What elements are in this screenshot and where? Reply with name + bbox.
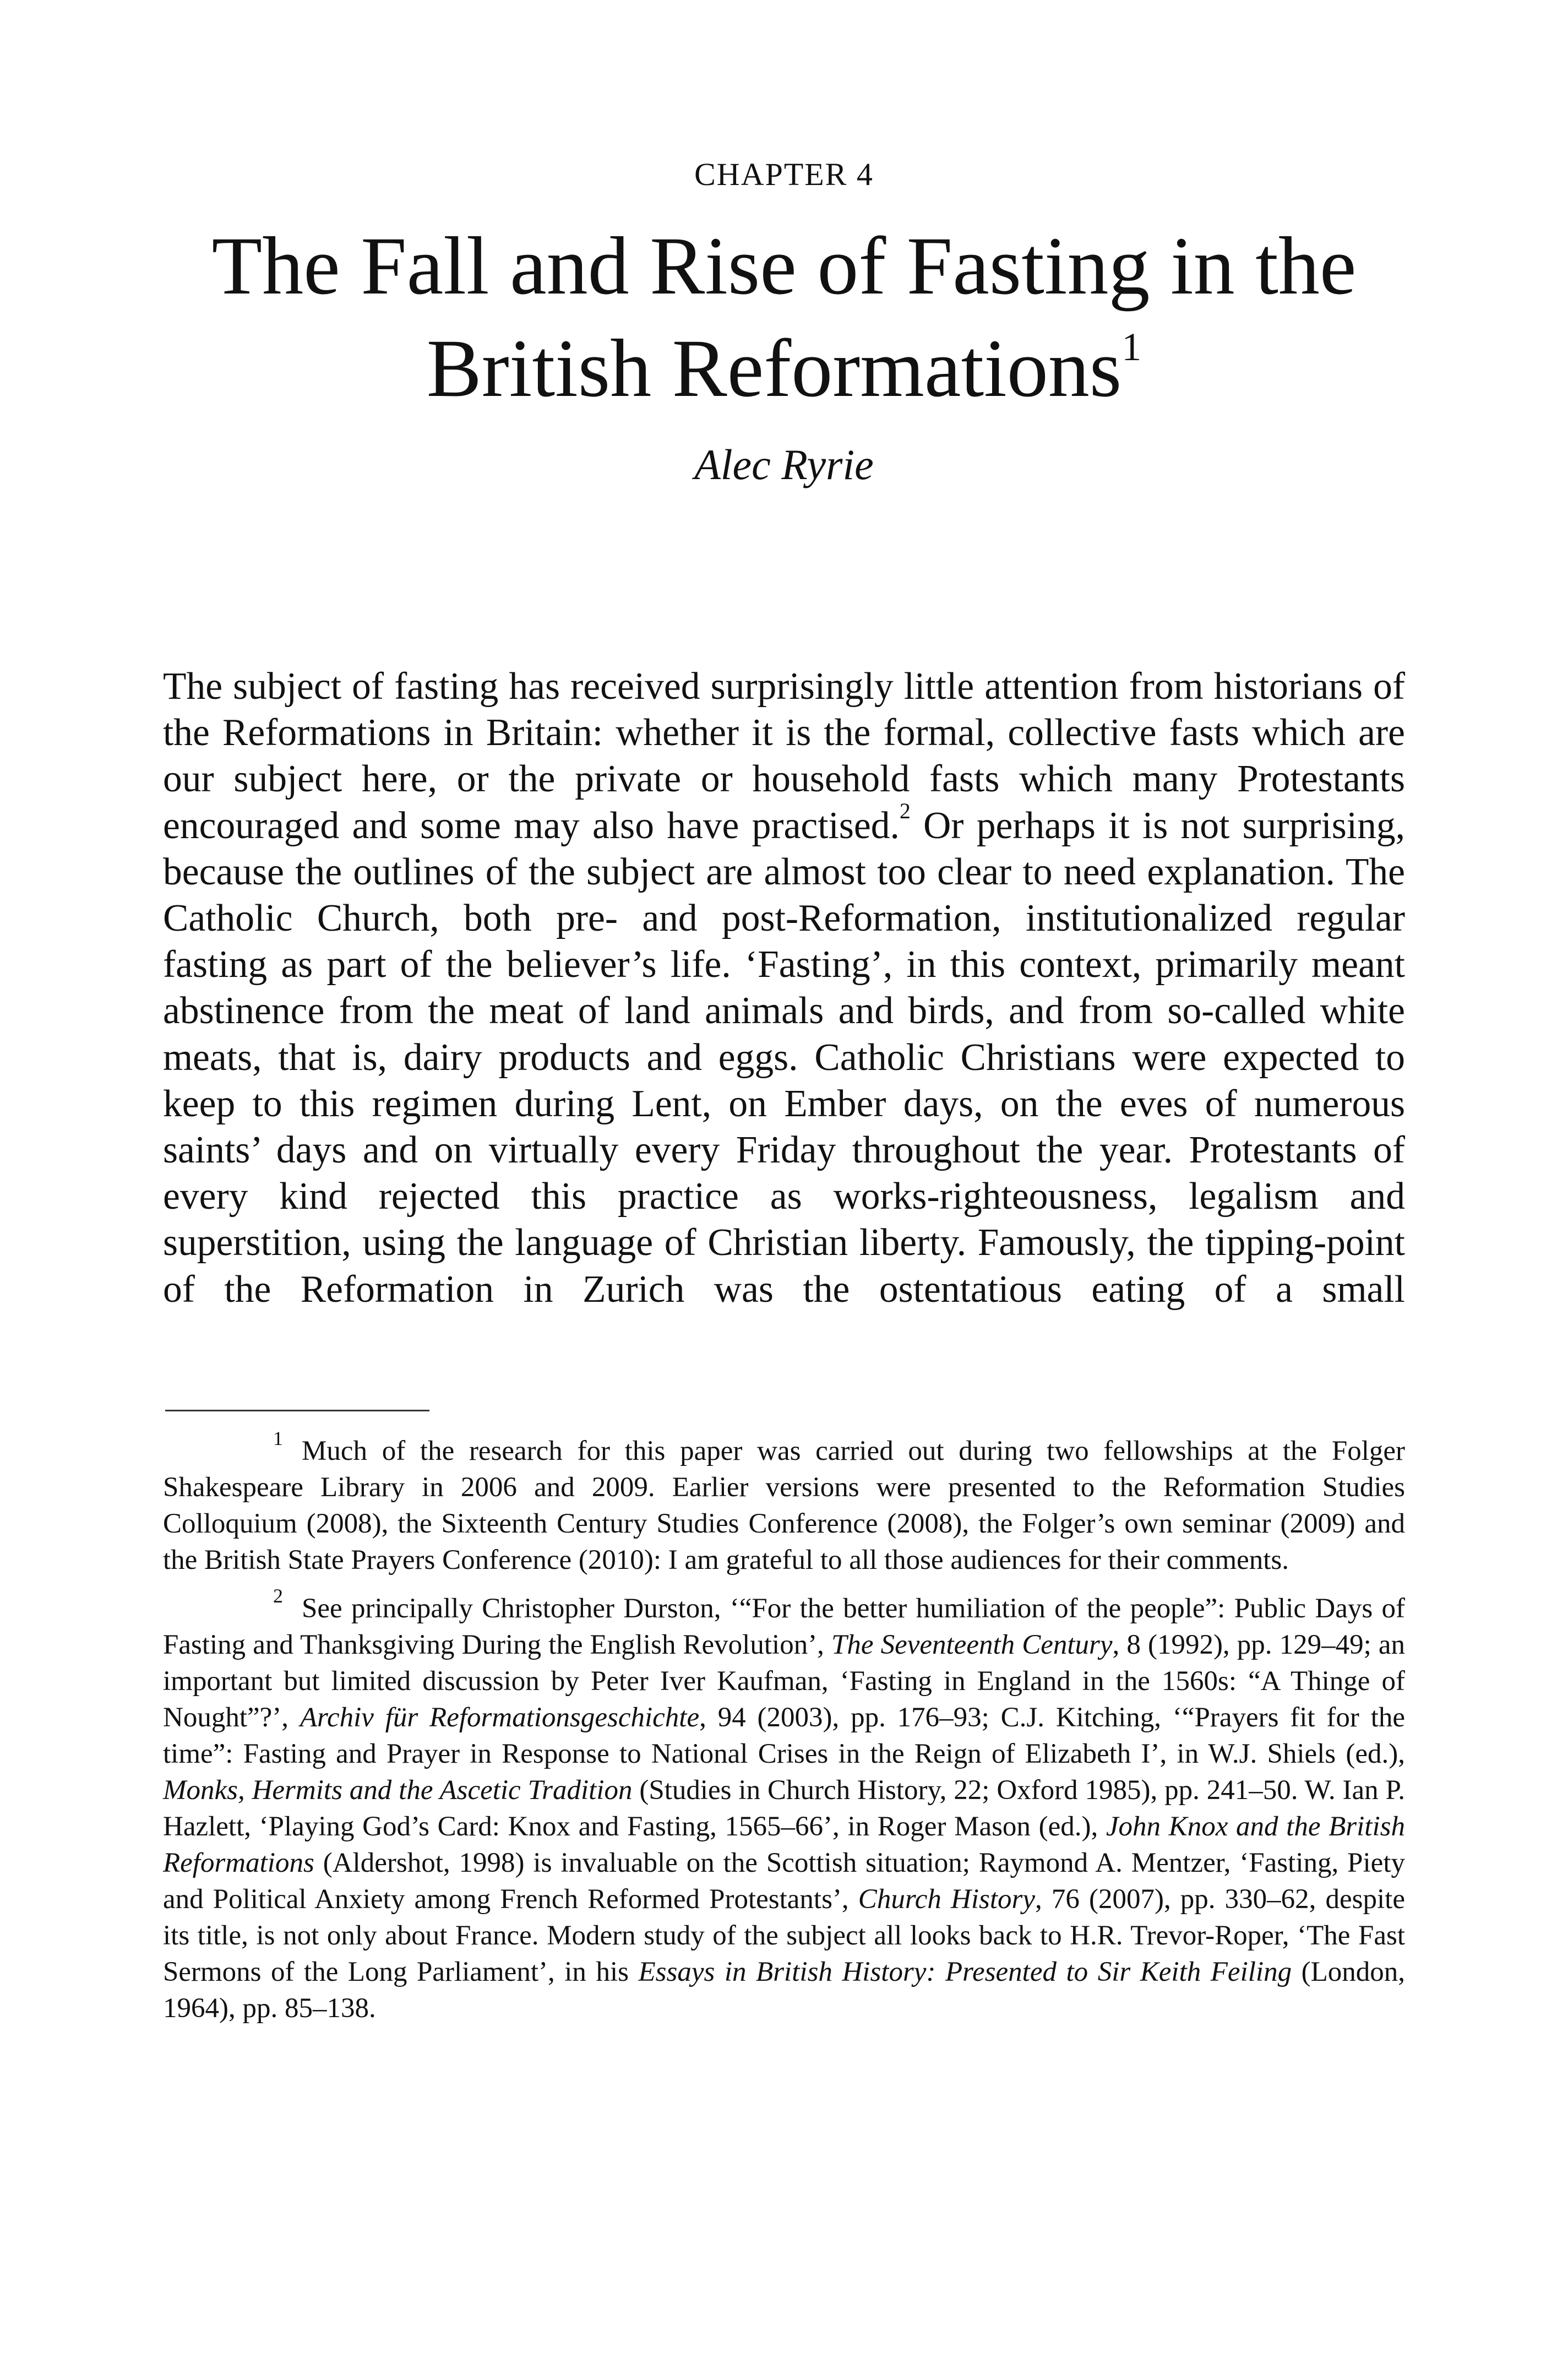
- footnote-text: Much of the research for this paper was carried out during two fellowships at the Folger Shakespeare Library in 2006 and 2009. Earlier versions were presented to the Reformation Studies Colloquium (2008), the Sixteenth Century Studies Conference (2008), the Folger’s own seminar (2009) and the British State Prayers Conference (2010): I am grateful to all those audiences for their comments.: [163, 1436, 1405, 1575]
- footnote-title-italic: Church History: [858, 1884, 1036, 1915]
- chapter-label: CHAPTER 4: [694, 156, 874, 192]
- chapter-title-text: The Fall and Rise of Fasting in the British Reformations: [211, 220, 1357, 414]
- footnote-2: 2 See principally Christopher Durston, ‘“For the better humiliation of the people”: Public Days of Fasting and Thanksgiving During the English Revolution’, The Seventeenth Century, 8 (1992), pp. 129–49; an important but limited discussion by Peter Iver Kaufman, ‘Fasting in England in the 1560s: “A Thinge of Nought”?’, Archiv für Reformationsgeschichte, 94 (2003), pp. 176–93; C.J. Kitching, ‘“Prayers fit for the time”: Fasting and Prayer in Response to National Crises in the Reign of Elizabeth I’, in W.J. Shiels (ed.), Monks, Hermits and the Ascetic Tradition (Studies in Church History, 22; Oxford 1985), pp. 241–50. W. Ian P. Hazlett, ‘Playing God’s Card: Knox and Fasting, 1565–66’, in Roger Mason (ed.), John Knox and the British Reformations (Aldershot, 1998) is invaluable on the Scottish situation; Raymond A. Mentzer, ‘Fasting, Piety and Political Anxiety among French Reformed Protestants’, Church History, 76 (2007), pp. 330–62, despite its title, is not only about France. Modern study of the subject all looks back to H.R. Trevor-Roper, ‘The Fast Sermons of the Long Parliament’, in his Essays in British History: Presented to Sir Keith Feiling (London, 1964), pp. 85–138.: [163, 1585, 1406, 2024]
- footnote-divider: [165, 1410, 429, 1411]
- footnote-title-italic: The Seventeenth Century: [831, 1629, 1113, 1660]
- footnote-text-segment: , 76 (2007), pp. 330–62, despite its title, is not only about France. Modern study of the subject all looks back to H.R. Trevor-Roper, ‘The Fast Sermons of the Long Parliament’, in his: [163, 1884, 1405, 1987]
- footnote-title-italic: Essays in British History: Presented to Sir Keith Feiling: [638, 1957, 1292, 1987]
- footnote-text-segment: , 94 (2003), pp. 176–93; C.J. Kitching, ‘“Prayers fit for the time”: Fasting and Prayer in Response to National Crises in the Reign of Elizabeth I’, in W.J. Shiels (ed.),: [163, 1702, 1406, 1769]
- footnote-text-segment: (Studies in Church History, 22; Oxford 1985), pp. 241–50. W. Ian P. Hazlett, ‘Playing God’s Card: Knox and Fasting, 1565–66’, in Roger Mason (ed.),: [163, 1775, 1405, 1842]
- footnotes: [163, 1427, 1406, 2039]
- footnote-text-segment: (Aldershot, 1998) is invaluable on the Scottish situation; Raymond A. Mentzer, ‘Fasting, Piety and Political Anxiety among French Reformed Protestants’,: [163, 1848, 1405, 1915]
- footnote-title-italic: Monks, Hermits and the Ascetic Tradition: [163, 1775, 633, 1806]
- footnote-text-segment: See principally Christopher Durston, ‘“For the better humiliation of the people”: Public Days of Fasting and Thanksgiving During the English Revolution’,: [163, 1593, 1405, 1660]
- body-text-part-1: The subject of fasting has received surprisingly little attention from historians of the Reformations in Britain: whether it is the formal, collective fasts which are our subject here, or the private or household fasts which many Protestants encouraged and some may also have practised.: [163, 665, 1405, 847]
- chapter-title: [165, 215, 1403, 420]
- footnote-text-segment: (London, 1964), pp. 85–138.: [163, 1957, 1405, 2024]
- author-name: Alec Ryrie: [694, 441, 874, 488]
- footnote-title-italic: John Knox and the British Reformations: [163, 1811, 1405, 1878]
- footnote-text-segment: , 8 (1992), pp. 129–49; an important but limited discussion by Peter Iver Kaufman, ‘Fasting in England in the 1560s: “A Thinge of Nought”?’,: [163, 1629, 1405, 1733]
- body-footnote-ref[interactable]: 2: [899, 798, 911, 823]
- body-paragraph: [163, 664, 1405, 1313]
- footnote-1: 1 Much of the research for this paper was carried out during two fellowships at the Folger Shakespeare Library in 2006 and 2009. Earlier versions were presented to the Reformation Studies Colloquium (2008), the Sixteenth Century Studies Conference (2008), the Folger’s own seminar (2009) and the British State Prayers Conference (2010): I am grateful to all those audiences for their comments.: [163, 1427, 1405, 1575]
- title-footnote-ref[interactable]: 1: [1121, 325, 1142, 370]
- footnote-title-italic: Archiv für Reformationsgeschichte: [300, 1702, 700, 1733]
- body-text-part-2: Or perhaps it is not surprising, because the outlines of the subject are almost too clear to need explanation. The Catholic Church, both pre- and post-Reformation, institutionalized regular fasting as part of the believer’s life. ‘Fasting’, in this context, primarily meant abstinence from the meat of land animals and birds, and from so-called white meats, that is, dairy products and eggs. Catholic Christians were expected to keep to this regimen during Lent, on Ember days, on the eves of numerous saints’ days and on virtually every Friday throughout the year. Protestants of every kind rejected this practice as works-righteousness, legalism and superstition, using the language of Christian liberty. Famously, the tipping-point of the Reformation in Zurich was the ostentatious eating of a small: [163, 804, 1405, 1311]
